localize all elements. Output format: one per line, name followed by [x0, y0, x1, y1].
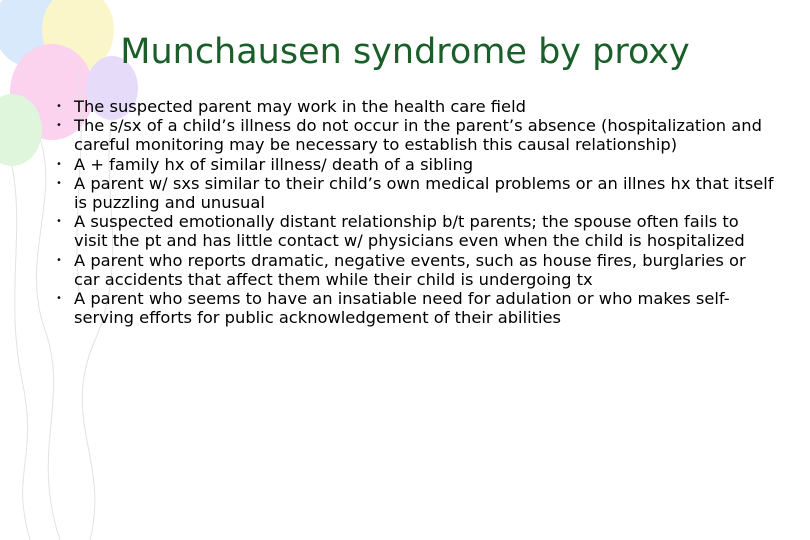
bullet-text: A + family hx of similar illness/ death of a sibling: [74, 154, 474, 174]
slide-title: Munchausen syndrome by proxy: [120, 32, 690, 72]
bullet-dot-icon: •: [56, 101, 62, 112]
bullet-dot-icon: •: [56, 158, 62, 170]
bullet-item: [56, 174, 776, 212]
bullet-text: A parent w/ sxs similar to their child’s own medical problems or an illnes hx that itself is puzzling and unusual: [74, 173, 774, 213]
bullet-text: A suspected emotionally distant relationship b/t parents; the spouse often fails to visit the pt and has little contact w/ physicians even when the child is hospitalized: [74, 212, 745, 251]
bullet-item: [56, 289, 776, 327]
bullet-text: A parent who reports dramatic, negative events, such as house fires, burglaries or car accidents that affect them while their child is undergoing tx: [74, 250, 746, 289]
bullet-item: [56, 212, 776, 250]
bullet-dot-icon: •: [56, 120, 62, 132]
bullet-item: [56, 251, 776, 289]
bullet-list: [56, 97, 776, 327]
bullet-item: [56, 97, 776, 116]
bullet-dot-icon: •: [56, 216, 62, 228]
bullet-text: A parent who seems to have an insatiable need for adulation or who makes self-serving efforts for public acknowledgement of their abilities: [74, 289, 730, 328]
bullet-text: The s/sx of a child’s illness do not occur in the parent’s absence (hospitalization and careful monitoring may be necessary to establish this causal relationship): [74, 116, 762, 155]
bullet-item: [56, 155, 776, 174]
balloon-string: [12, 166, 30, 540]
bullet-dot-icon: •: [56, 177, 62, 189]
bullet-text: The suspected parent may work in the health care field: [74, 97, 526, 116]
bullet-item: [56, 116, 776, 154]
bullet-dot-icon: •: [56, 293, 62, 305]
bullet-dot-icon: •: [56, 254, 62, 266]
